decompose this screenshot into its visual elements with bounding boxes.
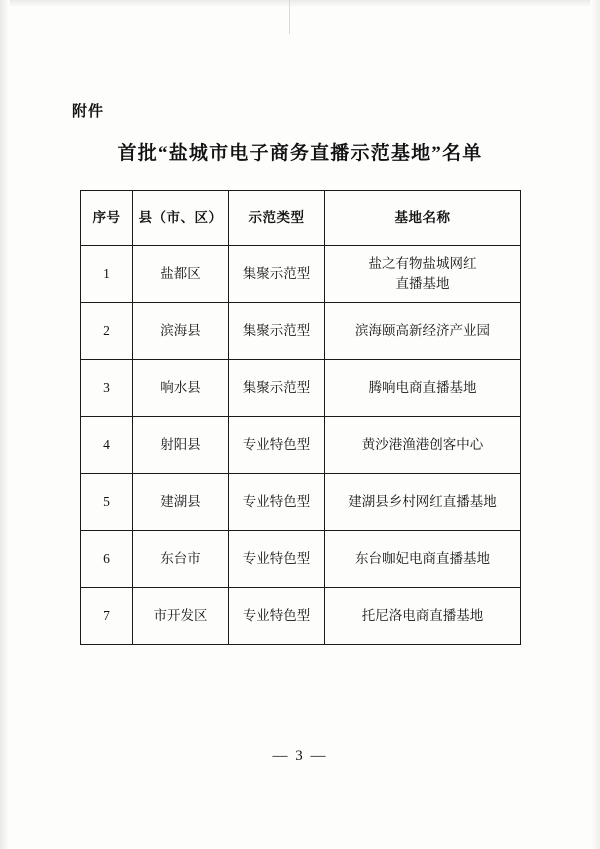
cell-no: 6 — [81, 531, 133, 588]
table-row — [81, 531, 521, 588]
cell-type: 专业特色型 — [229, 588, 325, 645]
table-row — [81, 303, 521, 360]
scan-edge-shadow-left — [0, 0, 10, 849]
cell-no: 7 — [81, 588, 133, 645]
cell-no: 5 — [81, 474, 133, 531]
cell-base-name: 托尼洛电商直播基地 — [325, 588, 521, 645]
cell-base-name-line2: 直播基地 — [395, 276, 450, 291]
cell-base-name: 黄沙港渔港创客中心 — [325, 417, 521, 474]
cell-base-name: 东台咖妃电商直播基地 — [325, 531, 521, 588]
scan-edge-shadow-top — [0, 0, 600, 8]
column-header-no: 序号 — [81, 191, 133, 246]
cell-district: 东台市 — [133, 531, 229, 588]
cell-base-name-line1: 盐之有物盐城网红 — [368, 255, 477, 271]
cell-no: 1 — [81, 246, 133, 303]
cell-district: 射阳县 — [133, 417, 229, 474]
cell-district: 建湖县 — [133, 474, 229, 531]
demonstration-base-list-table-wrapper — [80, 190, 520, 645]
cell-type: 集聚示范型 — [229, 360, 325, 417]
table-row — [81, 417, 521, 474]
cell-district: 市开发区 — [133, 588, 229, 645]
cell-no: 3 — [81, 360, 133, 417]
column-header-district: 县（市、区） — [133, 191, 229, 246]
cell-type: 集聚示范型 — [229, 303, 325, 360]
cell-no: 4 — [81, 417, 133, 474]
table-row — [81, 360, 521, 417]
attachment-label: 附件 — [72, 104, 105, 120]
cell-base-name: 滨海颐高新经济产业园 — [325, 303, 521, 360]
cell-base-name: 腾响电商直播基地 — [325, 360, 521, 417]
cell-type: 专业特色型 — [229, 417, 325, 474]
cell-base-name — [325, 246, 521, 303]
cell-district: 盐都区 — [133, 246, 229, 303]
cell-type: 集聚示范型 — [229, 246, 325, 303]
page-fold-line — [289, 0, 290, 34]
cell-type: 专业特色型 — [229, 531, 325, 588]
cell-district: 响水县 — [133, 360, 229, 417]
cell-no: 2 — [81, 303, 133, 360]
scan-edge-shadow-right — [590, 0, 600, 849]
cell-type: 专业特色型 — [229, 474, 325, 531]
column-header-type: 示范类型 — [229, 191, 325, 246]
cell-base-name: 建湖县乡村网红直播基地 — [325, 474, 521, 531]
table-row — [81, 246, 521, 303]
cell-district: 滨海县 — [133, 303, 229, 360]
page-number: — 3 — — [272, 748, 328, 764]
demonstration-base-list-table — [80, 190, 521, 645]
table-row — [81, 588, 521, 645]
column-header-base-name: 基地名称 — [325, 191, 521, 246]
page-title: 首批“盐城市电子商务直播示范基地”名单 — [117, 143, 483, 164]
table-header-row — [81, 191, 521, 246]
table-row — [81, 474, 521, 531]
